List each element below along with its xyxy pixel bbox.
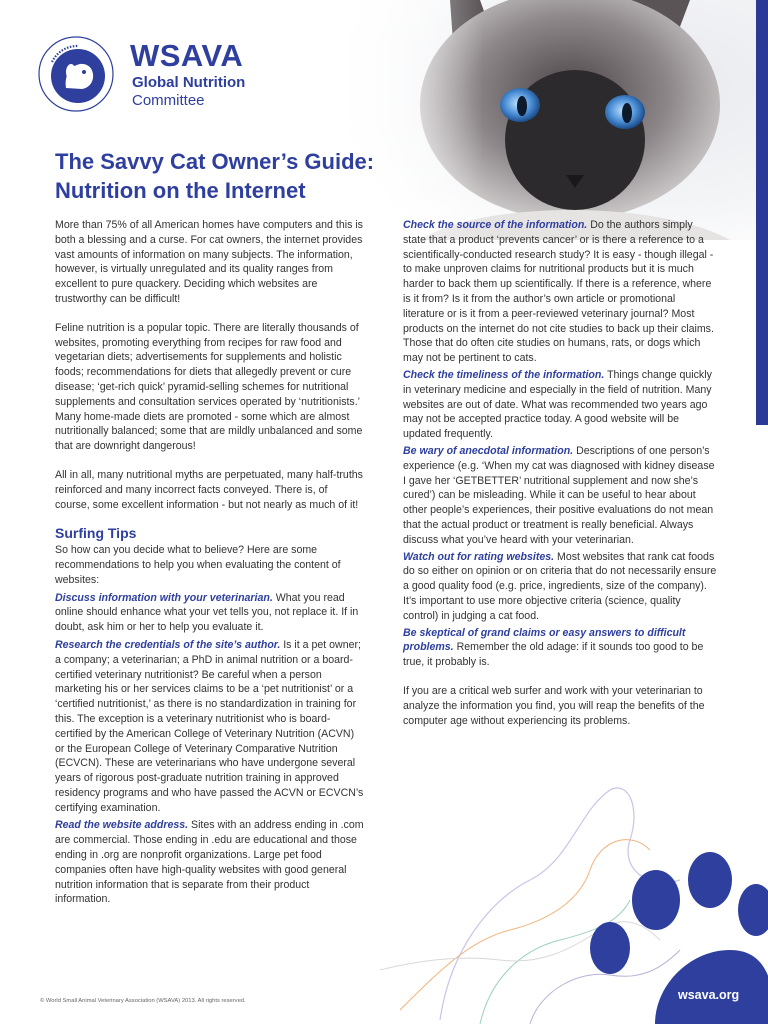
left-column [55,218,365,910]
tip-timeliness [403,368,718,442]
tip-discuss [55,591,365,635]
tip-discuss-lead: Discuss information with your veterinarian. [55,591,273,604]
page-title-line2: Nutrition on the Internet [55,178,306,203]
tip-anecdotal-lead: Be wary of anecdotal information. [403,444,574,457]
tip-discuss-text: What you read online should enhance what your vet tells you, not replace it. If in doubt, ask him or her to help you evaluate it. [55,591,359,634]
closing-paragraph: If you are a critical web surfer and work with your veterinarian to analyze the information you find, you will reap the benefits of the computer age without experiencing its problems. [403,684,705,727]
tip-timeliness-text: Things change quickly in veterinary medicine and especially in the field of nutrition. Many websites are out of date. What was recommended two years ago may not be accepted practice today. A good website will be updated frequently. [403,368,712,441]
page-title [55,147,475,205]
logo-subtitle-line1: Global Nutrition [132,74,246,91]
logo-subtitle-line2: Committee [132,92,205,109]
tip-credentials-lead: Research the credentials of the site’s author. [55,638,281,651]
logo-name: WSAVA [130,38,244,73]
tip-skeptical [403,626,718,670]
right-column [403,218,718,742]
tip-address [55,818,365,907]
feline-nutrition-paragraph: Feline nutrition is a popular topic. There are literally thousands of websites, promoting everything from recipes for raw food and vegetarian diets; advertisements for supplements and holistic foods; recommendations for diets that allegedly prevent or cure disease; ‘get-rich quick’ pyramid-selling schemes for nutritional supplements and consultation services operated by ‘nutritionists.’ Many home-made diets are promoted - some which are almost nutritionally balanced; some that are mildly unbalanced and some that are downright dangerous! [55,321,363,453]
tip-anecdotal [403,444,718,548]
tip-credentials-text: Is it a pet owner; a company; a veterinarian; a PhD in animal nutrition or a board-certified veterinary nutritionist? Be careful when a person marketing his or her services claims to be a ‘pet nutritionist’ or a ‘certified nutritionist,’ as there is no standardization in training for this. The exception is a veterinary nutritionist who is board-certified by the American College of Veterinary Nutrition (ACVN) or the European College of Veterinary Comparative Nutrition (ECVCN). These are veterinarians who have undergone several years of rigorous post-graduate nutrition training in approved residency programs and who have passed the ACVN or ECVCN’s certifying examination. [55,638,364,814]
page-title-line1: The Savvy Cat Owner’s Guide: [55,149,375,174]
wsava-logo [38,36,288,116]
tip-source [403,218,718,366]
tip-rating [403,550,718,624]
tip-rating-lead: Watch out for rating websites. [403,550,555,563]
side-accent-strip [756,0,768,425]
tip-skeptical-lead: Be skeptical of grand claims or easy answers to difficult problems. [403,626,686,654]
tip-skeptical-text: Remember the old adage: if it sounds too good to be true, it probably is. [403,641,704,669]
tip-credentials [55,638,365,816]
tip-source-lead: Check the source of the information. [403,219,588,231]
tip-address-text: Sites with an address ending in .com are commercial. Those ending in .edu are educational and those ending in .org are nonprofit organizations. Large pet food companies often have high-quality websites with good general nutrition information that is separate from their product information. [55,819,364,906]
tip-timeliness-lead: Check the timeliness of the information. [403,368,605,381]
copyright-text: © World Small Animal Veterinary Association (WSAVA) 2013. All rights reserved. [40,998,246,1004]
intro-paragraph: More than 75% of all American homes have computers and this is both a blessing and a curse. For cat owners, the internet provides vast amounts of information on many subjects. The information, however, is virtually unregulated and its quality ranges from excellent to pure quackery. Deciding which websites are trustworthy can be difficult! [55,219,363,305]
tip-rating-text: Most websites that rank cat foods do so either on opinion or on criteria that do not necessarily ensure a good quality food (e.g. price, ingredients, size of the company). It’s important to use more objective criteria (science, quality control) in judging a cat food. [403,550,717,622]
wsava-seal-icon [38,36,114,112]
surfing-tips-intro: So how can you decide what to believe? Here are some recommendations to help you when evaluating the content of websites: [55,544,341,586]
tip-source-text: Do the authors simply state that a product ‘prevents cancer’ or is there a reference to a scientifically-conducted research study? It is easy - though illegal - to make unproven claims for nutritional products but it is much harder to back them up scientifically. If there is a reference, where is it from? Is it from the author’s own article or promotional literature or is it from a peer-reviewed veterinary journal? Most products on the internet do not cite studies to back up their claims. Those that do often cite studies on humans, rats, or dogs which may not be pertinent to cats. [403,219,714,365]
surfing-tips-heading: Surfing Tips [55,525,137,542]
tip-anecdotal-text: Descriptions of one person’s experience (e.g. ‘When my cat was diagnosed with kidney disease I gave her ‘GETBETTER’ nutritional supplement and now she’s cured’) can be misleading. While it can be useful to hear about other people’s experiences, their positive evaluations do not mean that the actual product or treatment is really beneficial. Always discuss what you’ve heard with your veterinarian. [403,444,715,546]
tip-address-lead: Read the website address. [55,819,189,832]
myths-paragraph: All in all, many nutritional myths are perpetuated, many half-truths reinforced and many incorrect facts conveyed. There is, of course, some excellent information - but not nearly as much of it! [55,468,363,511]
website-link[interactable]: wsava.org [678,988,740,1002]
